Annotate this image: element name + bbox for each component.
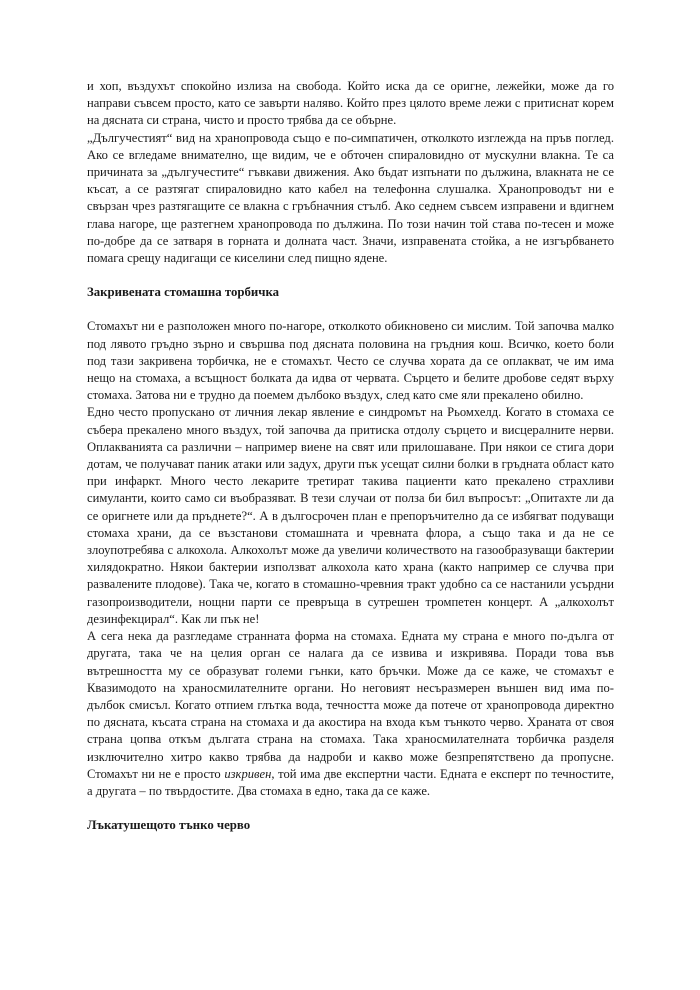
paragraph: и хоп, въздухът спокойно излиза на свобода. Който иска да се оригне, лежейки, може да го направи съвсем просто, като се завърти наляво. Който през цялото време лежи с притиснат корем на дясната си страна, чисто и просто трябва да се обърне. [87, 79, 614, 128]
paragraph: „Дългучестият“ вид на хранопровода също е по-симпатичен, отколкото изглежда на пръв поглед. Ако се вгледаме внимателно, ще видим, че е обточен спираловидно от мускулни влакна. Те са причината за „дългучестите“ гъвкави движения. Ако бъдат изпънати по дължина, влакната не се късат, а се разтягат спираловидно като кабел на телефонна слушалка. Хранопроводът ни е свързан чрез разтягащите се влакна с гръбначния стълб. Ако седнем съвсем изправени и вдигнем глава нагоре, ще разтегнем хранопровода по дължина. По този начин той става по-тесен и може по-добре да се затваря в горната и долната част. Значи, изправената стойка, а не изгърбването помага срещу надигащи се киселини след пищно ядене. [87, 130, 614, 266]
paragraph: Стомахът ни е разположен много по-нагоре, отколкото обикновено си мислим. Той започва малко под лявото гръдно зърно и свършва под дясната половина на гръдния кош. Всичко, което боли под тази закривена торбичка, не е стомахът. Често се случва хората да се оплакват, че им има нещо на стомаха, а всъщност болката да идва от червата. Сърцето и белите дробове седят върху стомаха. Затова ни е трудно да поемем дълбоко въздух, след като сме яли прекалено обилно. [87, 319, 614, 403]
section-heading: Лъкатушещото тънко черво [87, 818, 251, 833]
emphasis-text: изкривен [224, 766, 272, 781]
section-heading: Закривената стомашна торбичка [87, 285, 280, 300]
paragraph-text: А сега нека да разгледаме странната форма на стомаха. Едната му страна е много по-дълга от другата, така че на целия орган се налага да се извива и изкривява. Поради това във вътрешността му се образуват големи гънки, като бръчки. Може да се каже, че стомахът е Квазимодото на храносмилателните органи. Но неговият несъразмерен външен вид има по-дълбок смисъл. Когато отпием глътка вода, течността може да потече от хранопровода директно по дясната, късата страна на стомаха и да акостира на входа към тънкото черво. Храната от своя страна цопва откъм дългата страна на стомаха. Така храносмилателната торбичка разделя изключително хитро какво трябва да надроби и какво може безпрепятствено да пропусне. Стомахът ни не е просто [87, 629, 614, 781]
paragraph-text: , той има две експертни части. Едната е експерт по течностите, а другата – по твърдостите. Два стомаха в едно, така да се каже. [87, 766, 614, 798]
paragraph: Едно често пропускано от личния лекар явление е синдромът на Рьомхелд. Когато в стомаха се събера прекалено много въздух, той започва да притиска отдолу сърцето и висцералните нерви. Оплакванията са различни – например виене на свят или прилошаване. При някои се стига дори дотам, че получават паник атаки или задух, други пък усещат силни болки в гръдната област като при инфаркт. Много често лекарите третират такива пациенти като прекалено страхливи симуланти, които само си въобразяват. В тези случаи от полза би бил въпросът: „Опитахте ли да се оригнете или да пръднете?“. А в дългосрочен план е препоръчително да се избягват подуващи стомаха храни, да се възстанови стомашната и чревната флора, а също така и да не се злоупотребява с алкохола. Алкохолът може да увеличи количеството на газообразуващи бактерии хилядократно. Някои бактерии използват алкохола като храна (както например се случва при развалените плодове). Така че, когато в стомашно-чревния тракт удобно са се настанили усърдни газопроизводители, нощни парти се превръща в сутрешен тромпетен концерт. А „алкохолът дезинфекцирал“. Как ли пък не! [87, 405, 614, 626]
paragraph [87, 628, 614, 800]
document-body [87, 78, 614, 834]
